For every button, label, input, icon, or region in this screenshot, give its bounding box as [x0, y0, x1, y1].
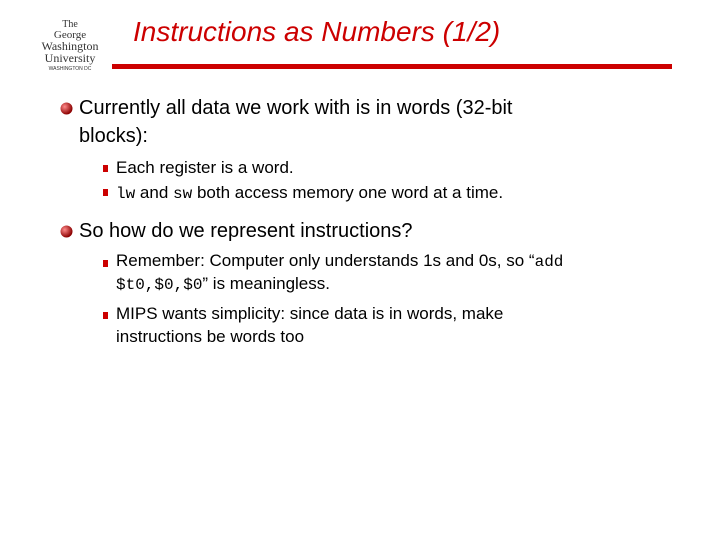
bullet-2-sub-1-line-2: [116, 273, 330, 296]
bullet-2-line-1: So how do we represent instructions?: [79, 220, 413, 242]
logo-line-the: The: [62, 19, 78, 30]
sub-bullet-icon: [103, 312, 108, 319]
logo-line-dc: WASHINGTON DC: [48, 66, 92, 72]
bullet-2-sub-1-line-1: [116, 250, 563, 273]
code-add: add: [534, 253, 564, 271]
bullet-1-sub-2: [116, 182, 503, 205]
bullet-1-line-2: blocks):: [79, 125, 148, 147]
bullet-1-line-1: Currently all data we work with is in words (32-bit: [79, 97, 513, 119]
text-and: and: [135, 183, 174, 202]
code-lw: lw: [116, 185, 136, 203]
bullet-1-sub-1: Each register is a word.: [116, 158, 294, 177]
bullet-2-sub-2-line-1: MIPS wants simplicity: since data is in words, make: [116, 304, 504, 323]
bullet-sphere-icon: [60, 102, 73, 115]
text-remember: Remember: Computer only understands 1s and 0s, so “: [116, 251, 535, 270]
code-sw: sw: [173, 185, 193, 203]
logo-line-university: University: [44, 51, 96, 65]
title-divider: [112, 64, 672, 69]
sub-bullet-icon: [103, 260, 108, 267]
code-registers: $t0,$0,$0: [116, 276, 203, 294]
sub-bullet-icon: [103, 189, 108, 196]
slide-title: Instructions as Numbers (1/2): [133, 16, 501, 47]
text-access: both access memory one word at a time.: [192, 183, 504, 202]
bullet-2-sub-2-line-2: instructions be words too: [116, 327, 305, 346]
logo-line-george: George: [53, 29, 87, 41]
logo-line-washington: Washington: [41, 39, 99, 53]
text-meaningless: ” is meaningless.: [202, 274, 330, 293]
university-logo: [28, 16, 112, 72]
bullet-sphere-icon: [60, 225, 73, 238]
sub-bullet-icon: [103, 165, 108, 172]
